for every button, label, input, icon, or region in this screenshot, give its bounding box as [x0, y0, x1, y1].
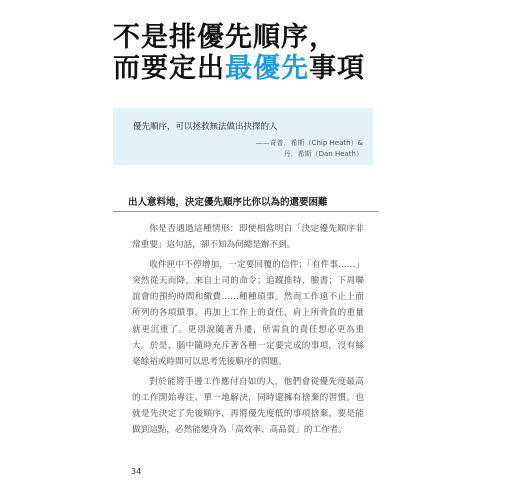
- section-divider: [113, 211, 378, 212]
- paragraph: 你是否遇過這種情形：即使相當明白「決定優先順序非常重要」這句話，卻不知為何總是辦不到。: [132, 224, 364, 251]
- epigraph-attribution-line-2: 丹．希斯（Dan Heath）: [283, 150, 363, 158]
- title-accent: 最優先: [225, 53, 309, 84]
- paragraph: 收件匣中不停增加，一定要回覆的信件；「有件事……」突然從天而降，來自上司的命令；追蹤推特、臉書；下周聯誼會的預約時間和繳費……種種瑣事。然而工作遠不止上面所列的各項瑣事，再加上工作上的責任，肩上所背負的重量就更沉重了。更別說隨著升遷，所需負的責任想必更為重大。於是，腦中隨時充斥著各種一定要完成的事項，沒有絲毫餘裕或時間可以思考先後順序的問題。: [132, 260, 364, 367]
- paragraph: 對於能將手邊工作應付自如的人，他們會從優先度最高的工作開始專注、單一地解決，同時還擁有捨棄的習慣。也就是先決定了先後順序，再將優先度低的事項捨棄，要是能做到這點，必然能變身為「高效率、高品質」的工作者。: [132, 376, 364, 436]
- section-heading: 出人意料地，決定優先順序比你以為的還要困難: [128, 197, 328, 208]
- title-prefix: 而要定出: [113, 53, 225, 84]
- chapter-title: [113, 22, 473, 84]
- epigraph-box: [113, 108, 373, 165]
- page-number: 34: [131, 467, 142, 476]
- title-suffix: 事項: [309, 53, 365, 84]
- chapter-title-line-2: [113, 53, 473, 84]
- epigraph-attribution-line-1: ——奇普．希斯（Chip Heath）&: [255, 139, 363, 147]
- chapter-title-line-1: 不是排優先順序，: [113, 22, 337, 53]
- epigraph-text: 優先順序，可以拯救無法做出抉擇的人: [133, 122, 278, 132]
- body-text: [132, 221, 364, 442]
